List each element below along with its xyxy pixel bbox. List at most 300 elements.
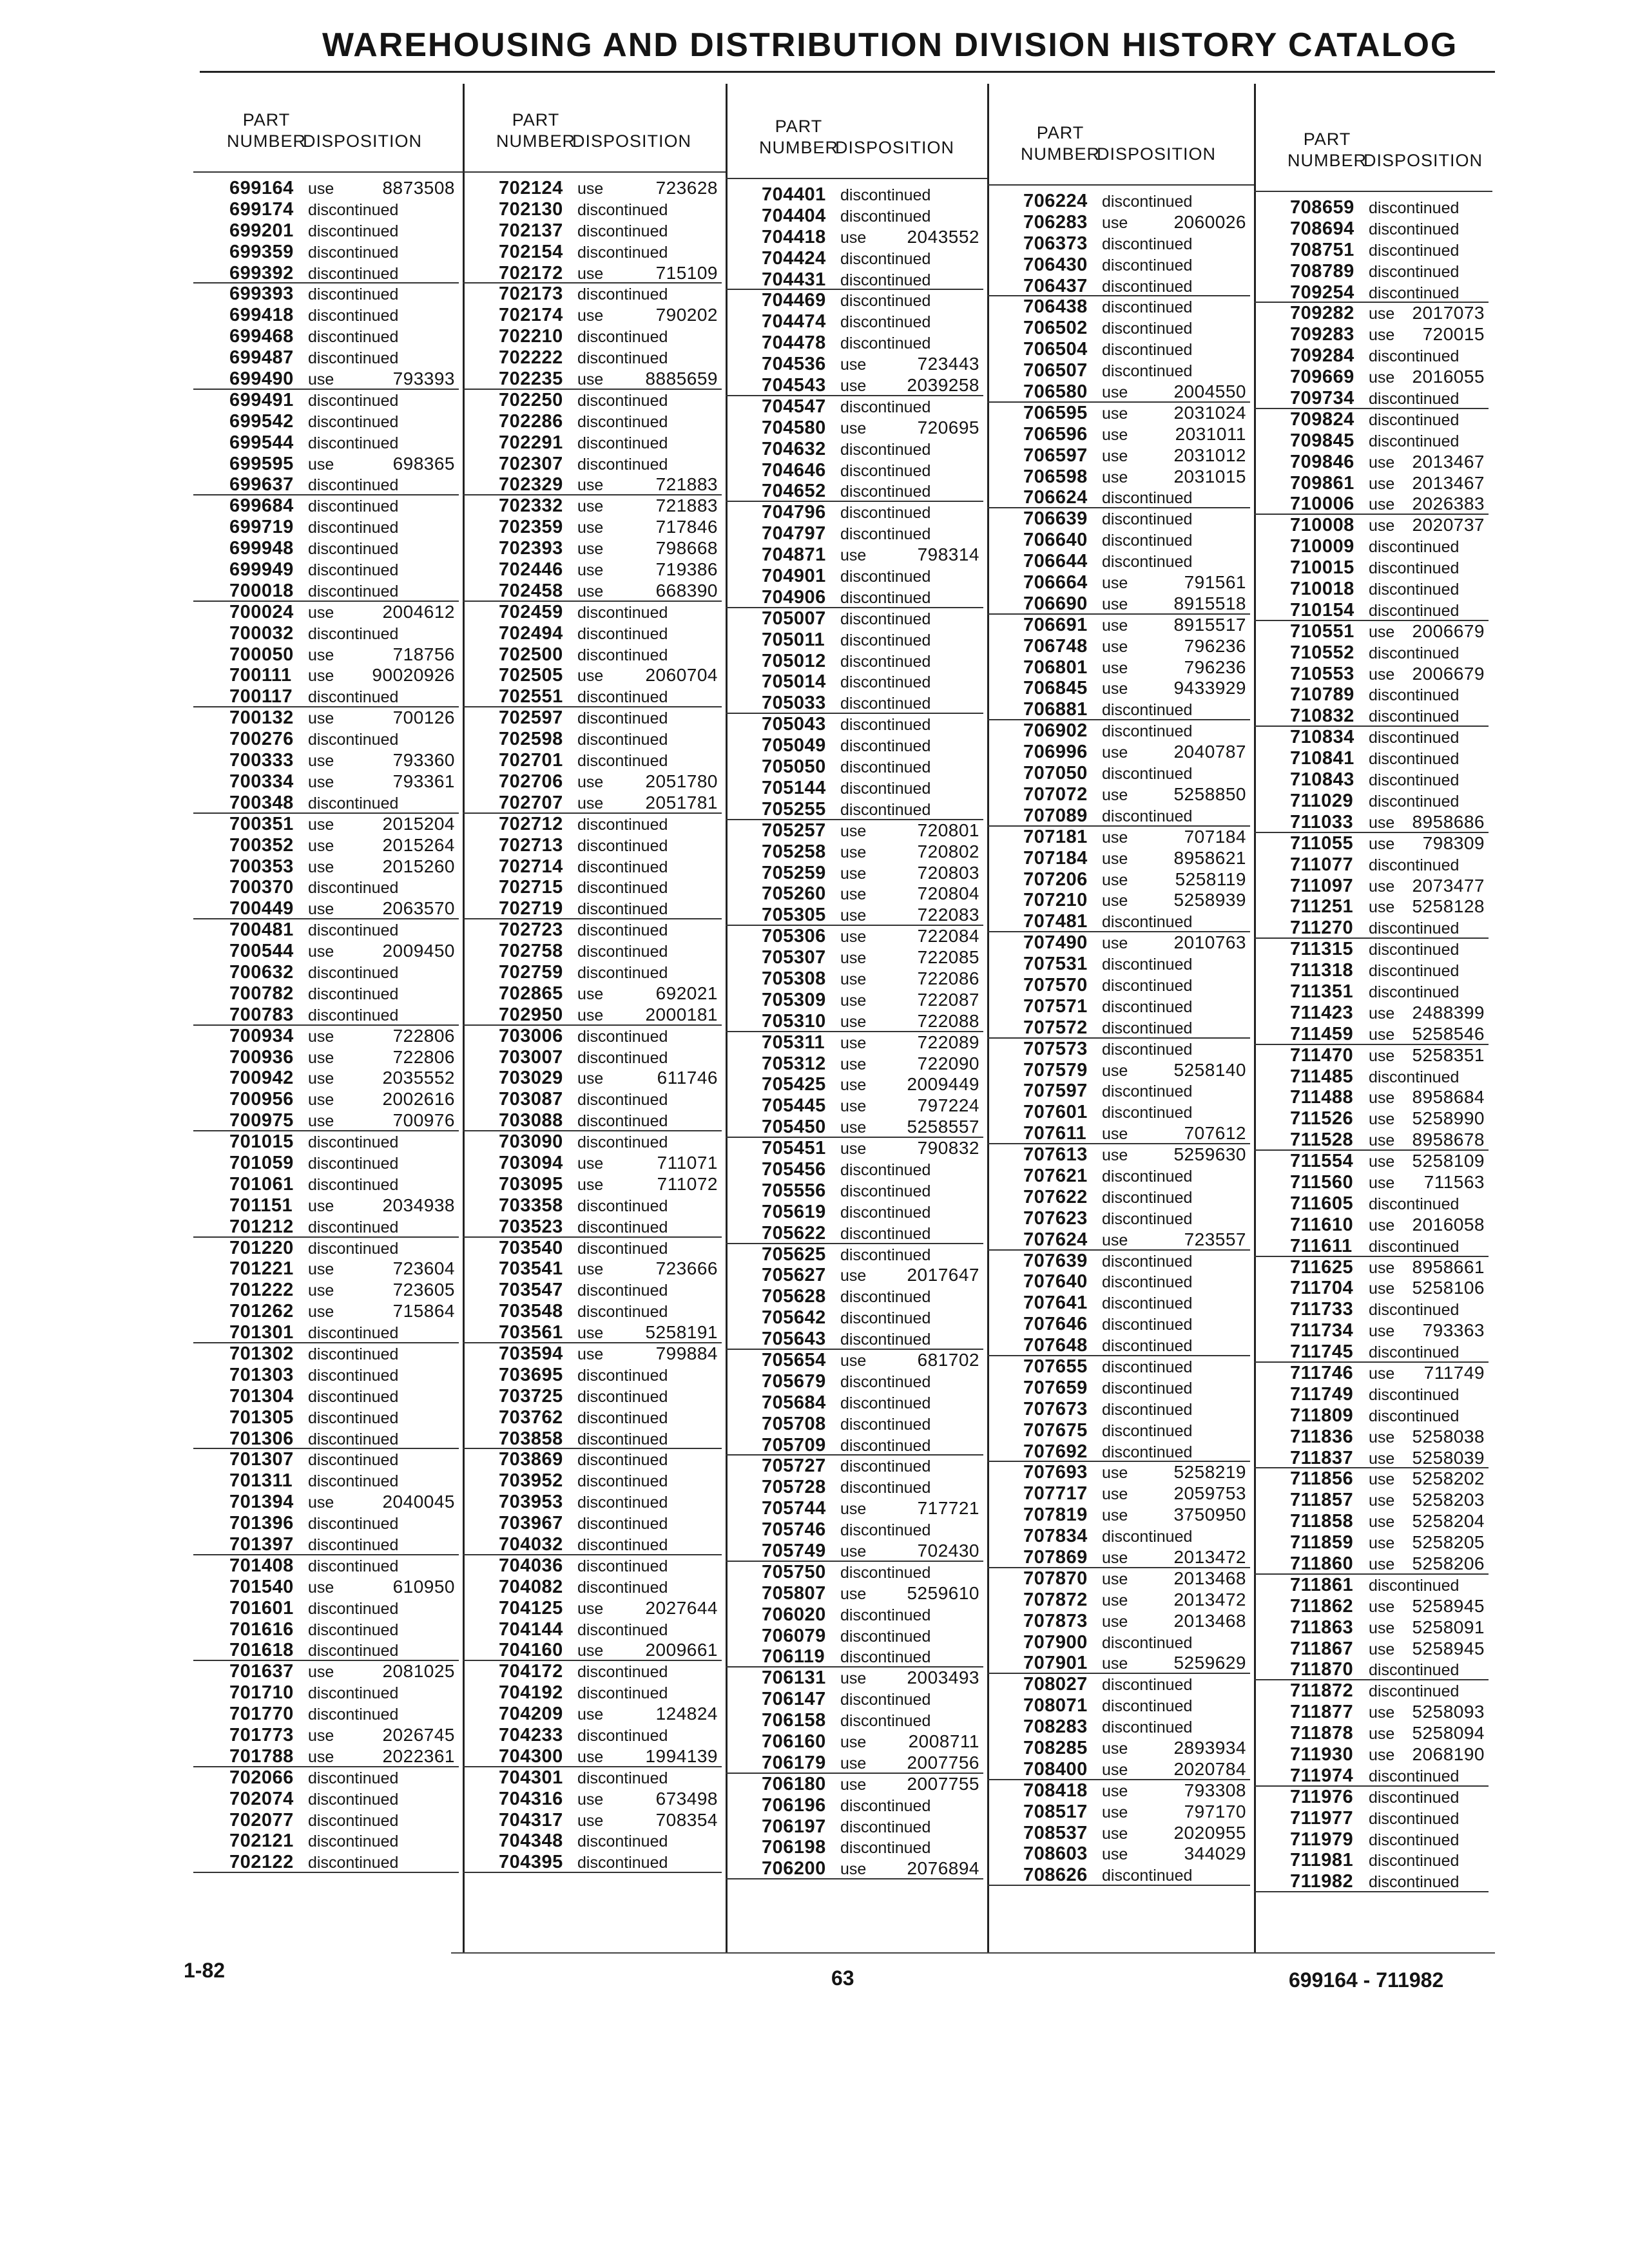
disposition-text: discontinued bbox=[1369, 856, 1460, 874]
part-number: 702286 bbox=[499, 410, 563, 432]
catalog-row bbox=[726, 396, 987, 418]
catalog-row bbox=[193, 305, 463, 326]
disposition-text: discontinued bbox=[308, 200, 399, 219]
disposition-text: discontinued bbox=[577, 1048, 668, 1067]
part-header-line1: PART bbox=[242, 110, 291, 130]
use-label: use bbox=[308, 1727, 334, 1745]
part-header-line1: PART bbox=[1303, 130, 1351, 149]
part-number: 709282 bbox=[1290, 303, 1354, 324]
disposition-text: discontinued bbox=[840, 631, 931, 649]
catalog-row bbox=[726, 502, 987, 523]
replacement-part-number: 344029 bbox=[1184, 1843, 1246, 1864]
disposition-text: discontinued bbox=[577, 624, 668, 643]
part-number: 706079 bbox=[762, 1625, 826, 1646]
catalog-row bbox=[193, 1322, 463, 1343]
catalog-row bbox=[987, 508, 1254, 530]
disposition-text: discontinued bbox=[840, 1182, 931, 1200]
use-label: use bbox=[308, 1196, 334, 1215]
disposition-text: discontinued bbox=[577, 1451, 668, 1470]
part-number: 707531 bbox=[1023, 954, 1088, 975]
part-number: 701302 bbox=[229, 1343, 294, 1364]
catalog-row bbox=[987, 1251, 1254, 1272]
catalog-row bbox=[987, 530, 1254, 551]
part-number: 711526 bbox=[1290, 1108, 1354, 1129]
catalog-row bbox=[463, 1216, 726, 1238]
use-label: use bbox=[308, 752, 334, 771]
catalog-row bbox=[987, 657, 1254, 678]
part-number: 710553 bbox=[1290, 663, 1354, 684]
part-number: 706198 bbox=[762, 1837, 826, 1858]
catalog-row bbox=[193, 1810, 463, 1831]
catalog-row bbox=[1254, 1808, 1492, 1829]
part-number: 706373 bbox=[1023, 233, 1088, 254]
disposition-text: discontinued bbox=[577, 1620, 668, 1639]
disposition-text: discontinued bbox=[1102, 489, 1193, 508]
use-label: use bbox=[1369, 1746, 1395, 1765]
disposition-text: discontinued bbox=[1102, 553, 1193, 572]
disposition-text: discontinued bbox=[577, 1091, 668, 1110]
part-number: 707640 bbox=[1023, 1271, 1088, 1293]
use-label: use bbox=[308, 815, 334, 834]
catalog-row bbox=[193, 750, 463, 771]
catalog-row bbox=[193, 474, 463, 495]
use-label: use bbox=[577, 667, 604, 686]
disposition-text: discontinued bbox=[577, 1408, 668, 1427]
replacement-part-number: 2007755 bbox=[907, 1773, 979, 1794]
catalog-row bbox=[987, 699, 1254, 720]
catalog-row bbox=[1254, 1532, 1492, 1553]
replacement-part-number: 2026745 bbox=[382, 1725, 455, 1745]
part-number: 701212 bbox=[229, 1216, 294, 1237]
part-number: 702250 bbox=[499, 389, 563, 410]
part-number: 706020 bbox=[762, 1604, 826, 1625]
use-label: use bbox=[577, 1599, 604, 1618]
catalog-row bbox=[726, 1265, 987, 1286]
part-number: 705307 bbox=[762, 947, 826, 968]
catalog-row bbox=[987, 1632, 1254, 1653]
part-number: 704547 bbox=[762, 396, 826, 417]
catalog-row bbox=[463, 284, 726, 305]
part-number: 711857 bbox=[1290, 1490, 1354, 1511]
part-number: 711930 bbox=[1290, 1744, 1354, 1765]
part-number: 708537 bbox=[1023, 1822, 1088, 1843]
part-number: 700942 bbox=[229, 1068, 294, 1089]
catalog-row bbox=[987, 424, 1254, 445]
part-number: 705144 bbox=[762, 777, 826, 798]
use-label: use bbox=[1369, 898, 1395, 917]
use-label: use bbox=[840, 1351, 867, 1370]
catalog-row bbox=[1254, 706, 1492, 727]
replacement-part-number: 2009661 bbox=[645, 1640, 718, 1660]
part-number: 711318 bbox=[1290, 960, 1354, 981]
use-label: use bbox=[840, 970, 867, 988]
catalog-row bbox=[987, 233, 1254, 255]
use-label: use bbox=[1369, 877, 1395, 896]
disposition-text: discontinued bbox=[308, 794, 399, 812]
catalog-row bbox=[1254, 345, 1492, 367]
catalog-row bbox=[1254, 1320, 1492, 1341]
catalog-row bbox=[463, 538, 726, 559]
part-number: 706748 bbox=[1023, 635, 1088, 657]
replacement-part-number: 5258091 bbox=[1412, 1617, 1485, 1637]
part-number: 705627 bbox=[762, 1265, 826, 1286]
disposition-text: discontinued bbox=[1102, 320, 1193, 338]
catalog-row bbox=[463, 1470, 726, 1492]
catalog-row bbox=[726, 290, 987, 311]
part-number: 711270 bbox=[1290, 918, 1354, 939]
replacement-part-number: 2013467 bbox=[1412, 472, 1485, 493]
replacement-part-number: 692021 bbox=[655, 983, 718, 1003]
replacement-part-number: 5258038 bbox=[1412, 1426, 1485, 1446]
catalog-row bbox=[987, 805, 1254, 827]
part-number: 711423 bbox=[1290, 1002, 1354, 1023]
part-number: 703953 bbox=[499, 1492, 563, 1513]
part-number: 711878 bbox=[1290, 1723, 1354, 1744]
disposition-text: discontinued bbox=[1102, 1421, 1193, 1440]
catalog-row bbox=[726, 184, 987, 206]
replacement-part-number: 124824 bbox=[655, 1704, 718, 1724]
catalog-row bbox=[726, 1117, 987, 1138]
use-label: use bbox=[840, 1754, 867, 1773]
part-number: 711837 bbox=[1290, 1447, 1354, 1468]
part-number: 702706 bbox=[499, 771, 563, 792]
disposition-text: discontinued bbox=[308, 1387, 399, 1406]
disposition-text: discontinued bbox=[840, 1627, 931, 1646]
part-number: 701306 bbox=[229, 1428, 294, 1449]
use-label: use bbox=[840, 1669, 867, 1688]
catalog-row bbox=[463, 962, 726, 983]
disposition-text: discontinued bbox=[1369, 919, 1460, 938]
catalog-row bbox=[1254, 1045, 1492, 1066]
part-number: 709284 bbox=[1290, 345, 1354, 367]
disposition-text: discontinued bbox=[577, 1769, 668, 1787]
part-number: 708027 bbox=[1023, 1674, 1088, 1695]
disposition-text: discontinued bbox=[1102, 532, 1193, 550]
disposition-text: discontinued bbox=[308, 731, 399, 749]
replacement-part-number: 5258945 bbox=[1412, 1638, 1485, 1658]
use-label: use bbox=[577, 1260, 604, 1279]
disposition-text: discontinued bbox=[308, 285, 399, 304]
catalog-row bbox=[193, 242, 463, 263]
part-number: 701637 bbox=[229, 1661, 294, 1682]
replacement-part-number: 5258093 bbox=[1412, 1702, 1485, 1722]
part-number: 707870 bbox=[1023, 1568, 1088, 1589]
use-label: use bbox=[1102, 404, 1128, 423]
part-number: 704233 bbox=[499, 1725, 563, 1746]
catalog-row bbox=[1254, 1639, 1492, 1660]
disposition-text: discontinued bbox=[577, 1303, 668, 1321]
catalog-row bbox=[726, 778, 987, 799]
disposition-text: discontinued bbox=[1369, 262, 1460, 281]
catalog-row bbox=[726, 523, 987, 544]
part-number: 711863 bbox=[1290, 1617, 1354, 1638]
disposition-header: DISPOSITION bbox=[835, 138, 955, 157]
disposition-text: discontinued bbox=[840, 1288, 931, 1307]
part-number: 699490 bbox=[229, 369, 294, 390]
replacement-part-number: 2007756 bbox=[907, 1752, 979, 1773]
part-number: 701540 bbox=[229, 1576, 294, 1597]
part-number: 711605 bbox=[1290, 1193, 1354, 1214]
catalog-row bbox=[1254, 791, 1492, 812]
catalog-row bbox=[987, 1144, 1254, 1166]
part-number: 702359 bbox=[499, 517, 563, 538]
part-number: 706196 bbox=[762, 1794, 826, 1816]
part-number: 701770 bbox=[229, 1704, 294, 1725]
disposition-text: discontinued bbox=[840, 1796, 931, 1815]
catalog-row bbox=[726, 1244, 987, 1265]
part-number: 702121 bbox=[229, 1831, 294, 1852]
use-label: use bbox=[840, 1584, 867, 1603]
use-label: use bbox=[577, 370, 604, 389]
part-number: 699684 bbox=[229, 495, 294, 517]
replacement-part-number: 2013472 bbox=[1173, 1547, 1246, 1567]
part-number: 704348 bbox=[499, 1831, 563, 1852]
disposition-text: discontinued bbox=[1369, 1873, 1460, 1892]
catalog-row bbox=[193, 1301, 463, 1322]
replacement-part-number: 2015264 bbox=[382, 834, 455, 855]
part-number: 703561 bbox=[499, 1322, 563, 1343]
disposition-text: discontinued bbox=[840, 525, 931, 544]
replacement-part-number: 2017073 bbox=[1412, 303, 1485, 323]
catalog-row bbox=[463, 1661, 726, 1682]
catalog-row bbox=[193, 623, 463, 644]
use-label: use bbox=[1369, 517, 1395, 535]
part-number: 705257 bbox=[762, 820, 826, 841]
catalog-row bbox=[463, 919, 726, 941]
use-label: use bbox=[1369, 453, 1395, 472]
part-number: 711610 bbox=[1290, 1214, 1354, 1235]
replacement-part-number: 673498 bbox=[655, 1788, 718, 1809]
catalog-row bbox=[463, 1534, 726, 1555]
part-number: 701408 bbox=[229, 1555, 294, 1576]
catalog-row bbox=[463, 474, 726, 495]
replacement-part-number: 8915518 bbox=[1173, 593, 1246, 613]
part-number: 704901 bbox=[762, 566, 826, 587]
use-label: use bbox=[577, 561, 604, 580]
disposition-text: discontinued bbox=[308, 1366, 399, 1385]
use-label: use bbox=[308, 1494, 334, 1512]
disposition-text: discontinued bbox=[577, 391, 668, 410]
disposition-text: discontinued bbox=[1369, 284, 1460, 302]
part-number: 704301 bbox=[499, 1767, 563, 1788]
part-number: 704652 bbox=[762, 481, 826, 502]
disposition-text: discontinued bbox=[308, 349, 399, 368]
replacement-part-number: 790202 bbox=[655, 305, 718, 325]
part-number: 704160 bbox=[499, 1640, 563, 1661]
part-number: 708603 bbox=[1023, 1843, 1088, 1865]
part-number: 706639 bbox=[1023, 508, 1088, 530]
disposition-text: discontinued bbox=[577, 455, 668, 474]
catalog-row bbox=[987, 763, 1254, 784]
catalog-row bbox=[463, 1640, 726, 1661]
catalog-row bbox=[463, 242, 726, 263]
disposition-text: discontinued bbox=[1102, 701, 1193, 720]
part-number-header bbox=[496, 110, 575, 152]
part-number: 705643 bbox=[762, 1329, 826, 1350]
replacement-part-number: 2039258 bbox=[907, 375, 979, 396]
use-label: use bbox=[1102, 425, 1128, 444]
catalog-row bbox=[726, 714, 987, 735]
disposition-text: discontinued bbox=[577, 1282, 668, 1300]
catalog-row bbox=[463, 199, 726, 220]
catalog-row bbox=[987, 1716, 1254, 1738]
disposition-text: discontinued bbox=[577, 731, 668, 749]
part-number: 710006 bbox=[1290, 494, 1354, 515]
part-number: 703094 bbox=[499, 1152, 563, 1173]
use-label: use bbox=[577, 264, 604, 283]
catalog-row bbox=[987, 551, 1254, 572]
column-header bbox=[193, 95, 463, 178]
use-label: use bbox=[840, 1775, 867, 1794]
disposition-text: discontinued bbox=[840, 1818, 931, 1836]
catalog-row bbox=[463, 1513, 726, 1534]
part-number: 701301 bbox=[229, 1322, 294, 1343]
part-number: 710843 bbox=[1290, 769, 1354, 791]
disposition-text: discontinued bbox=[577, 1430, 668, 1448]
replacement-part-number: 8958684 bbox=[1412, 1087, 1485, 1108]
catalog-row bbox=[726, 841, 987, 863]
part-number: 711856 bbox=[1290, 1468, 1354, 1490]
replacement-part-number: 718756 bbox=[392, 644, 455, 664]
catalog-row bbox=[726, 926, 987, 947]
disposition-text: discontinued bbox=[840, 1839, 931, 1858]
replacement-part-number: 2020955 bbox=[1173, 1822, 1246, 1843]
catalog-row bbox=[1254, 452, 1492, 473]
part-number: 702701 bbox=[499, 750, 563, 771]
replacement-part-number: 700126 bbox=[392, 707, 455, 728]
disposition-text: discontinued bbox=[1102, 1443, 1193, 1461]
part-number: 703762 bbox=[499, 1407, 563, 1428]
replacement-part-number: 723443 bbox=[917, 354, 979, 374]
replacement-part-number: 2031011 bbox=[1175, 423, 1246, 444]
part-number: 702458 bbox=[499, 580, 563, 601]
catalog-row bbox=[463, 1598, 726, 1619]
part-number: 711528 bbox=[1290, 1129, 1354, 1151]
use-label: use bbox=[1102, 1591, 1128, 1610]
part-number: 711867 bbox=[1290, 1638, 1354, 1659]
catalog-row bbox=[193, 1852, 463, 1873]
part-number: 705642 bbox=[762, 1307, 826, 1329]
use-label: use bbox=[840, 949, 867, 968]
disposition-text: discontinued bbox=[1102, 1209, 1193, 1228]
disposition-text: discontinued bbox=[308, 1706, 399, 1724]
replacement-part-number: 2060704 bbox=[645, 665, 718, 686]
replacement-part-number: 719386 bbox=[655, 559, 718, 580]
part-number: 702459 bbox=[499, 601, 563, 622]
catalog-row bbox=[1254, 282, 1492, 303]
disposition-text: discontinued bbox=[1369, 1767, 1460, 1785]
catalog-row bbox=[1254, 388, 1492, 409]
part-number: 707089 bbox=[1023, 805, 1088, 826]
part-number: 700782 bbox=[229, 983, 294, 1004]
part-number: 701397 bbox=[229, 1534, 294, 1555]
use-label: use bbox=[840, 546, 867, 565]
part-number: 706691 bbox=[1023, 614, 1088, 635]
part-number: 704082 bbox=[499, 1576, 563, 1597]
catalog-row bbox=[463, 602, 726, 623]
use-label: use bbox=[1369, 1470, 1395, 1489]
catalog-row bbox=[1254, 1448, 1492, 1469]
disposition-text: discontinued bbox=[1369, 1852, 1460, 1870]
disposition-text: discontinued bbox=[840, 588, 931, 607]
replacement-part-number: 796236 bbox=[1184, 635, 1246, 656]
catalog-row bbox=[193, 856, 463, 878]
part-number: 702122 bbox=[229, 1852, 294, 1873]
disposition-text: discontinued bbox=[1369, 644, 1460, 662]
part-number: 704871 bbox=[762, 544, 826, 566]
part-number: 705727 bbox=[762, 1456, 826, 1477]
replacement-part-number: 2002616 bbox=[382, 1089, 455, 1110]
part-number: 706147 bbox=[762, 1689, 826, 1710]
disposition-text: discontinued bbox=[840, 1331, 931, 1349]
catalog-row bbox=[987, 1526, 1254, 1547]
replacement-part-number: 5258128 bbox=[1412, 896, 1485, 917]
catalog-row bbox=[726, 1837, 987, 1858]
disposition-text: discontinued bbox=[1369, 1809, 1460, 1828]
part-number: 709254 bbox=[1290, 282, 1354, 303]
catalog-row bbox=[1254, 664, 1492, 685]
replacement-part-number: 797224 bbox=[917, 1095, 979, 1116]
part-number: 704424 bbox=[762, 247, 826, 269]
disposition-text: discontinued bbox=[1102, 235, 1193, 253]
catalog-row bbox=[1254, 812, 1492, 833]
catalog-row bbox=[463, 1153, 726, 1174]
use-label: use bbox=[1102, 1845, 1128, 1864]
replacement-part-number: 2013467 bbox=[1412, 451, 1485, 472]
replacement-part-number: 798309 bbox=[1422, 832, 1485, 853]
part-number: 704646 bbox=[762, 459, 826, 481]
disposition-text: discontinued bbox=[308, 497, 399, 516]
part-number: 706224 bbox=[1023, 191, 1088, 211]
catalog-row bbox=[193, 1619, 463, 1640]
disposition-text: discontinued bbox=[308, 1345, 399, 1363]
catalog-row bbox=[193, 1598, 463, 1619]
catalog-row bbox=[987, 996, 1254, 1017]
part-header-line2: NUMBER bbox=[496, 131, 576, 151]
use-label: use bbox=[308, 180, 334, 198]
part-number: 710552 bbox=[1290, 642, 1354, 663]
part-number: 702950 bbox=[499, 1004, 563, 1025]
part-number: 704543 bbox=[762, 375, 826, 396]
replacement-part-number: 8958686 bbox=[1412, 811, 1485, 832]
disposition-text: discontinued bbox=[1102, 1273, 1193, 1292]
disposition-text: discontinued bbox=[308, 519, 399, 537]
catalog-row bbox=[463, 898, 726, 919]
disposition-text: discontinued bbox=[840, 292, 931, 311]
disposition-text: discontinued bbox=[840, 1203, 931, 1222]
part-number: 705258 bbox=[762, 841, 826, 862]
catalog-row bbox=[987, 742, 1254, 763]
use-label: use bbox=[840, 1733, 867, 1752]
disposition-text: discontinued bbox=[577, 1366, 668, 1385]
replacement-part-number: 2003493 bbox=[907, 1667, 979, 1688]
catalog-row bbox=[463, 877, 726, 898]
replacement-part-number: 698365 bbox=[392, 453, 455, 474]
catalog-row bbox=[463, 178, 726, 199]
catalog-row bbox=[726, 227, 987, 248]
catalog-row bbox=[193, 707, 463, 729]
part-number: 700449 bbox=[229, 898, 294, 919]
part-number: 700370 bbox=[229, 877, 294, 898]
catalog-row bbox=[726, 1477, 987, 1498]
replacement-part-number: 2013468 bbox=[1173, 1610, 1246, 1631]
part-number: 711977 bbox=[1290, 1807, 1354, 1829]
disposition-text: discontinued bbox=[308, 879, 399, 898]
catalog-row bbox=[1254, 1151, 1492, 1172]
part-number: 705684 bbox=[762, 1392, 826, 1413]
part-number: 705744 bbox=[762, 1498, 826, 1519]
use-label: use bbox=[1369, 1216, 1395, 1235]
